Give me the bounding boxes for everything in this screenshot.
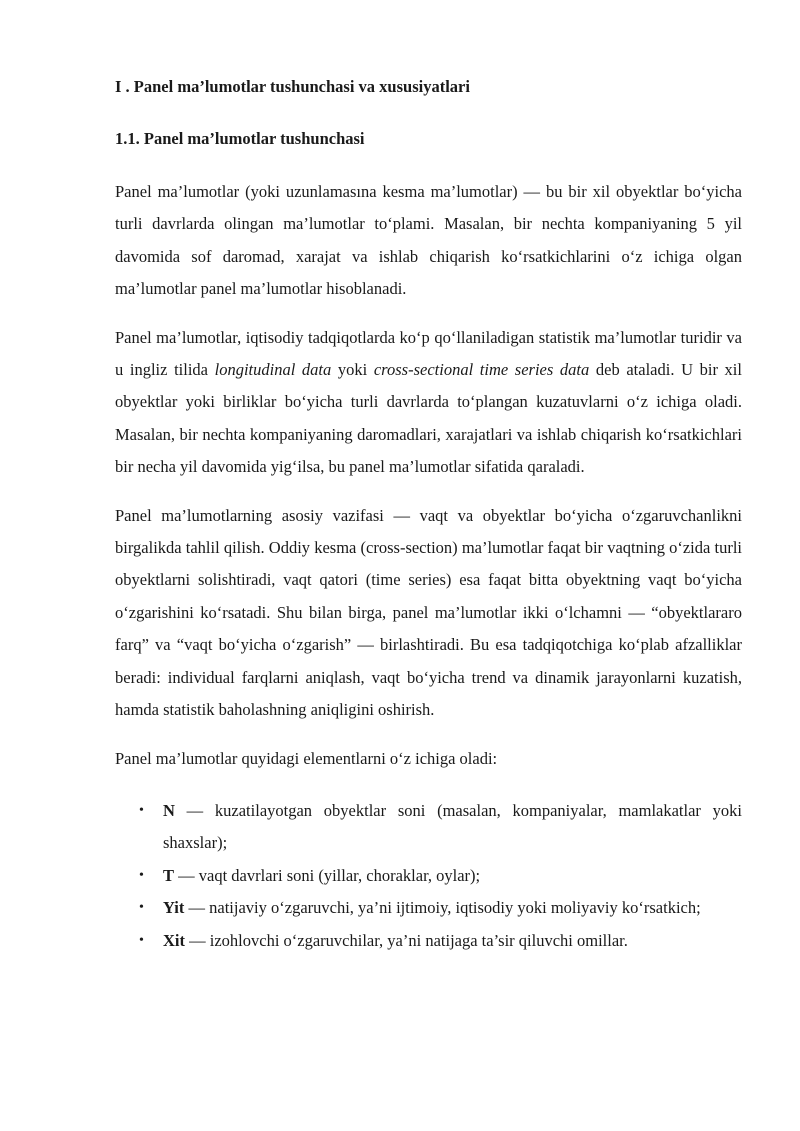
- list-item-term: Yit: [163, 898, 185, 918]
- list-item-term: Xit: [163, 930, 185, 950]
- bullet-icon: •: [139, 802, 144, 818]
- term-cross-sectional: cross-sectional time series data: [373, 360, 590, 380]
- subsection-heading: 1.1. Panel ma’lumotlar tushunchasi: [115, 129, 365, 148]
- list-item: [115, 795, 742, 860]
- list-item: [115, 860, 742, 892]
- paragraph-text: Panel ma’lumotlar, iqtisodiy tadqiqotlarda ko‘p qo‘llaniladigan statistik ma’lumotlar turidir va u ingliz tilida: [115, 327, 742, 380]
- element-list: [115, 795, 742, 957]
- list-item: [115, 892, 742, 924]
- list-item-text: — izohlovchi o‘zgaruvchilar, ya’ni natijaga ta’sir qiluvchi omillar.: [185, 930, 628, 950]
- bullet-icon: •: [139, 932, 144, 948]
- document-page: [115, 76, 742, 957]
- paragraph-text: deb ataladi. U bir xil obyektlar yoki birliklar bo‘yicha turli davrlarda to‘plangan kuzatuvlarni o‘z ichiga oladi. Masalan, bir nechta kompaniyaning daromadlari, xarajatlari va ishlab chiqarish ko‘rsatkichlari bir necha yil davomida yig‘ilsa, bu panel ma’lumotlar sifatida qaraladi.: [115, 360, 742, 477]
- list-item-term: N: [163, 800, 175, 820]
- paragraph-definition: Panel ma’lumotlar (yoki uzunlamasına kesma ma’lumotlar) — bu bir xil obyektlar bo‘yicha turli davrlarda olingan ma’lumotlar to‘plami. Masalan, bir nechta kompaniyaning 5 yil davomida sof daromad, xarajat va ishlab chiqarish ko‘rsatkichlarini o‘z ichiga olgan ma’lumotlar panel ma’lumotlar hisoblanadi.: [115, 182, 742, 299]
- list-item-term: T: [163, 865, 175, 885]
- list-item-text: — vaqt davrlari soni (yillar, choraklar, oylar);: [174, 865, 481, 885]
- term-longitudinal: longitudinal data: [214, 360, 332, 380]
- bullet-icon: •: [139, 867, 144, 883]
- paragraph-terminology: [115, 322, 742, 484]
- list-item: [115, 925, 742, 957]
- paragraph-text: yoki: [331, 360, 374, 380]
- paragraph-purpose: Panel ma’lumotlarning asosiy vazifasi — vaqt va obyektlar bo‘yicha o‘zgaruvchanlikni birgalikda tahlil qilish. Oddiy kesma (cross-section) ma’lumotlar faqat bir vaqtning o‘zida turli obyektlarni solishtiradi, vaqt qatori (time series) esa faqat bitta obyektning vaqt bo‘yicha o‘zgarishini ko‘rsatadi. Shu bilan birga, panel ma’lumotlar ikki o‘lchamni — “obyektlararo farq” va “vaqt bo‘yicha o‘zgarish” — birlashtiradi. Bu esa tadqiqotchiga ko‘plab afzalliklar beradi: individual farqlarni aniqlash, vaqt bo‘yicha trend va dinamik jarayonlarni kuzatish, hamda statistik baholashning aniqligini oshirish.: [115, 505, 742, 720]
- list-item-text: — natijaviy o‘zgaruvchi, ya’ni ijtimoiy, iqtisodiy yoki moliyaviy ko‘rsatkich;: [184, 898, 701, 918]
- paragraph-list-intro: Panel ma’lumotlar quyidagi elementlarni o‘z ichiga oladi:: [115, 748, 498, 768]
- bullet-icon: •: [139, 900, 144, 916]
- list-item-text: — kuzatilayotgan obyektlar soni (masalan, kompaniyalar, mamlakatlar yoki shaxslar);: [163, 800, 742, 853]
- section-heading: I . Panel ma’lumotlar tushunchasi va xususiyatlari: [115, 77, 470, 96]
